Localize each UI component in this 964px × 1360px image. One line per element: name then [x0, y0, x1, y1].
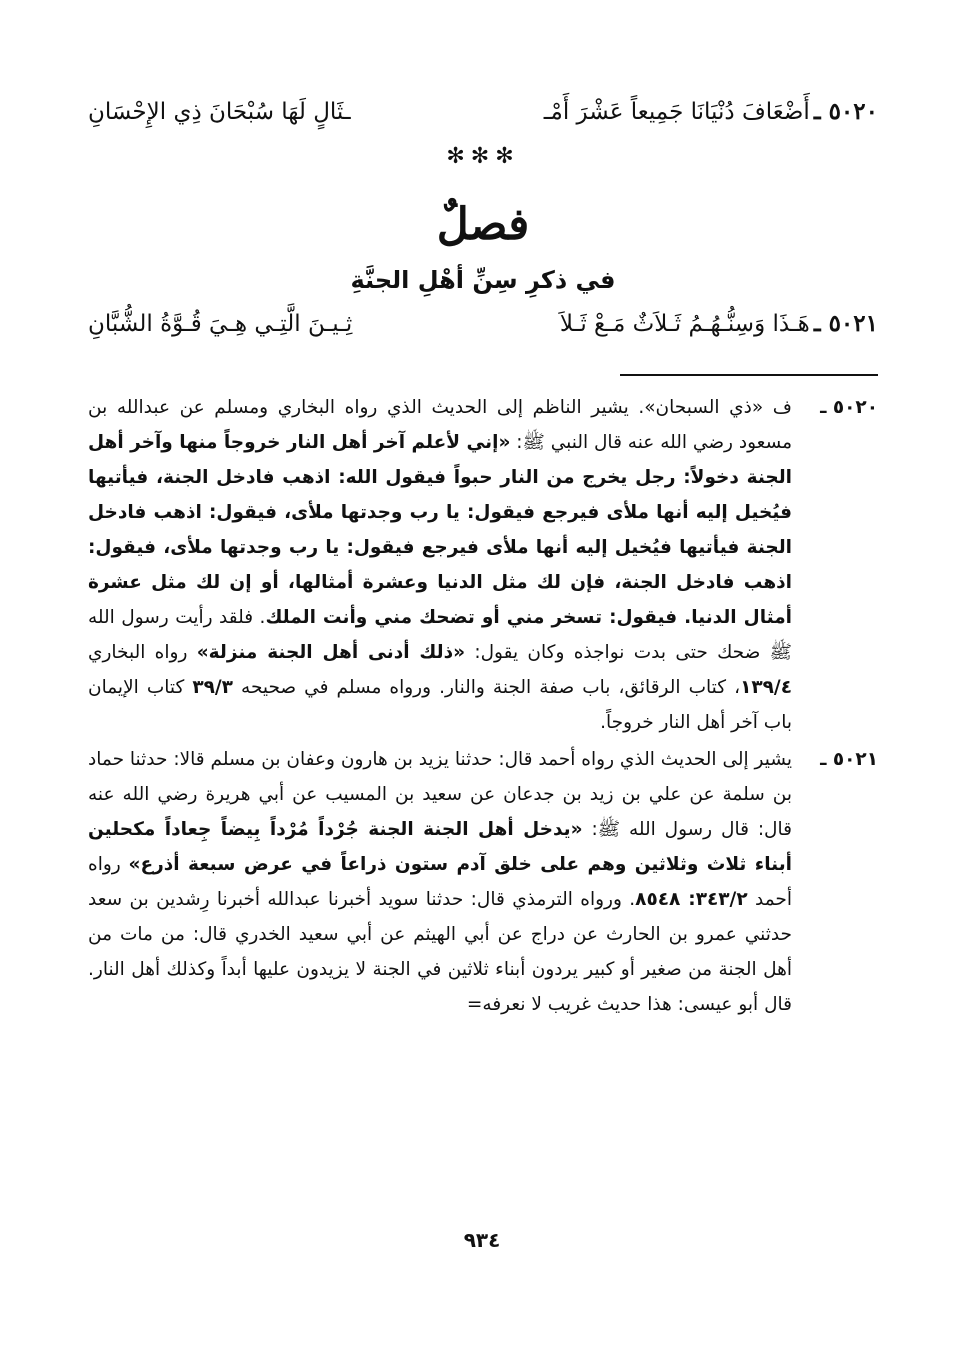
page-number: ٩٣٤	[463, 1228, 501, 1252]
verse-5021	[88, 308, 878, 340]
footnote-segment: «ذلك أدنى أهل الجنة منزلة»	[196, 642, 466, 664]
footnote-segment: يشير إلى الحديث الذي رواه أحمد قال: حدثنا يزيد بن هارون وعفان بن مسلم قالا: حدثنا حماد بن سلمة عن علي بن زيد بن جدعان عن سعيد بن المسيب عن أبي هريرة رضي الله عنه قال: قال رسول الله ﷺ:	[88, 749, 792, 841]
footnote-segment: ٣٤٣/٢: ٨٥٤٨	[635, 889, 748, 911]
verse-first-hemistich: أَضْعَافَ دُنْيَانَا جَمِيعاً عَشْرَ أَمْـ	[543, 99, 810, 125]
footnotes	[88, 390, 878, 1022]
footnote-segment: كتاب الإيمان باب آخر أهل النار خروجاً.	[88, 677, 792, 734]
verse-number: ٥٠٢٠ ـ	[813, 98, 878, 125]
footnote-5021	[88, 742, 878, 1022]
footnote-number: ٥٠٢٠ ـ	[820, 397, 878, 419]
footnote-number: ٥٠٢١ ـ	[820, 749, 878, 771]
section-separator: ✻✻✻	[446, 144, 520, 170]
verse-5020	[88, 96, 878, 128]
footnote-segment: «إني لأعلم آخر أهل النار خروجاً منها وآخر أهل الجنة دخولاً: رجل يخرج من النار حبواً فيقول الله: اذهب فادخل الجنة، فيأتيها فيُخيل إليه أنها ملأى فيرجع فيقول: يا رب وجدتها ملأى، فيقول: اذهب فادخل الجنة فيأتيها فيُخيل إليه أنها ملأى فيرجع فيقول: يا رب وجدتها ملأى، فيقول: اذهب فادخل الجنة، فإن لك مثل الدنيا وعشرة أمثالها، أو إن لك مثل عشرة أمثال الدنيا. فيقول: تسخر مني أو تضحك مني وأنت الملك	[88, 432, 792, 629]
footnote-5020	[88, 390, 878, 740]
footnote-segment: ٣٩/٣	[192, 677, 233, 699]
footnote-segment: رواه البخاري	[88, 642, 197, 664]
footnote-text	[88, 742, 792, 1022]
footnote-text	[88, 390, 792, 740]
verse-first-hemistich: هَـذَا وَسِنُّـهُـمُ ثَـلاَثٌ مَـعْ ثَـلاَ	[559, 310, 810, 337]
footnote-segment: . فلقد رأيت رسول الله ﷺ ضحك حتى بدت نواجذه وكان يقول:	[88, 607, 792, 664]
section-subtitle: في ذكرِ سِنِّ أهْلِ الجنَّةِ	[350, 265, 616, 294]
verse-second-hemistich: ثِـيـنَ الَّتِـي هِـيَ قُـوَّةُ الشُّبَّانِ	[88, 310, 353, 337]
footnote-segment: رواه أحمد	[88, 854, 792, 911]
verse-number: ٥٠٢١ ـ	[813, 309, 878, 337]
footnote-segment: ، كتاب الرقائق، باب صفة الجنة والنار. ورواه مسلم في صحيحه	[232, 677, 741, 699]
footnote-segment: ف «ذي السبحان». يشير الناظم إلى الحديث الذي رواه البخاري ومسلم عن عبدالله بن مسعود رضي الله عنه قال النبي ﷺ:	[88, 397, 792, 454]
verse-second-hemistich: ـثَالٍ لَهَا سُبْحَانَ ذِي الإِحْسَانِ	[88, 99, 351, 125]
footnote-segment: «يدخل أهل الجنة الجنة جُرْداً مُرْداً بِيضاً جِعاداً مكحلين أبناء ثلاث وثلاثين وهم على خلق آدم ستون ذراعاً في عرض سبعة أذرع»	[88, 819, 792, 876]
footnote-segment: ١٣٩/٤	[740, 677, 792, 699]
section-heading: فصلٌ	[436, 199, 530, 251]
page-content	[88, 96, 878, 1024]
footnote-segment: . ورواه الترمذي قال: حدثنا سويد أخبرنا عبدالله أخبرنا رِشدين بن سعد حدثني عمرو بن الحارث عن دراج عن أبي الهيثم عن أبي سعيد الخدري قال: من مات من أهل الجنة من صغير أو كبير يردون أبناء ثلاثين في الجنة لا يزيدون عليها أبداً وكذلك أهل النار. قال أبو عيسى: هذا حديث غريب لا نعرفه=	[88, 889, 792, 1016]
footnote-divider	[620, 374, 878, 376]
